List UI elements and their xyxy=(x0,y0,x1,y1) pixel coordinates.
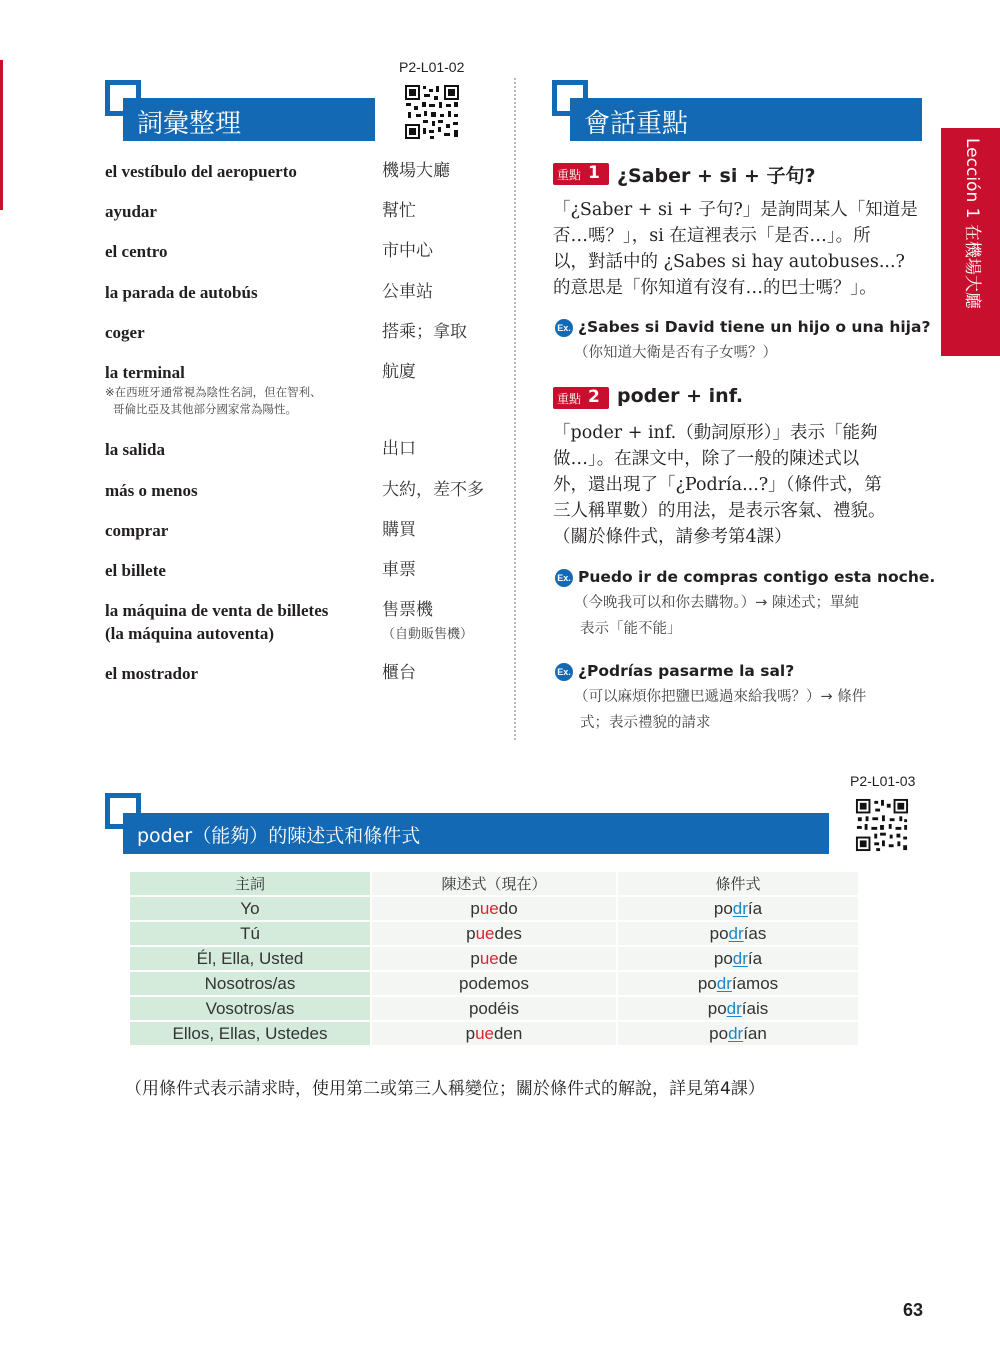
vocab-spanish: el mostrador xyxy=(105,664,199,683)
example-translation: （你知道大衛是否有子女嗎？） xyxy=(574,345,777,361)
table-header-row xyxy=(130,872,858,895)
example-translation: （可以麻煩你把鹽巴遞過來給我嗎？）→ 條件 xyxy=(574,689,867,705)
vocabulary-title: 詞彙整理 xyxy=(137,109,242,139)
text-line: 以，對話中的 ¿Sabes si hay autobuses...? xyxy=(553,252,905,272)
table-row xyxy=(130,897,858,920)
badge-number: 2 xyxy=(588,387,600,407)
text-line: 否…嗎？」，si 在這裡表示「是否…」。所 xyxy=(553,226,871,246)
point-badge xyxy=(553,387,609,409)
conditional-cell: podría xyxy=(618,897,858,920)
vocab-spanish: el centro xyxy=(105,242,168,261)
table-row xyxy=(130,922,858,945)
vocab-note: 哥倫比亞及其他部分國家常為陽性。 xyxy=(113,402,297,416)
vocab-spanish: el billete xyxy=(105,561,166,580)
vocab-spanish: la máquina de venta de billetes xyxy=(105,601,329,620)
example-translation: 式；表示禮貌的請求 xyxy=(580,715,711,731)
vocab-chinese: 搭乘；拿取 xyxy=(382,322,467,342)
vocab-spanish: ayudar xyxy=(105,202,157,221)
vocab-spanish-alt: (la máquina autoventa) xyxy=(105,624,275,643)
vocabulary-header xyxy=(105,80,375,142)
vocab-chinese: 航廈 xyxy=(382,362,416,382)
vocab-spanish: coger xyxy=(105,323,145,342)
vocab-chinese: 出口 xyxy=(382,439,416,459)
text-line: 三人稱單數）的用法，是表示客氣、禮貌。 xyxy=(553,501,886,521)
page-number: 63 xyxy=(903,1300,924,1320)
column-header: 主詞 xyxy=(130,872,370,895)
conjugation-header xyxy=(105,793,829,855)
vocab-chinese: 車票 xyxy=(382,560,416,580)
table-row xyxy=(130,997,858,1020)
conditional-cell: podría xyxy=(618,947,858,970)
subject-cell: Nosotros/as xyxy=(130,972,370,995)
text-line: 「¿Saber + si + 子句?」是詢問某人「知道是 xyxy=(553,200,918,220)
vocab-chinese: 售票機 xyxy=(382,600,433,620)
badge-label: 重點 xyxy=(557,392,582,406)
indicative-cell: pueden xyxy=(372,1022,616,1045)
dialogue-header xyxy=(552,80,922,142)
example-translation: （今晚我可以和你去購物。）→ 陳述式；單純 xyxy=(574,595,860,611)
text-line: 做…」。在課文中，除了一般的陳述式以 xyxy=(553,449,860,469)
point-explanation xyxy=(553,420,923,550)
example-spanish: ¿Sabes si David tiene un hijo o una hija? xyxy=(578,318,931,336)
indicative-cell: puede xyxy=(372,947,616,970)
column-header: 陳述式（現在） xyxy=(372,872,616,895)
conditional-cell: podrías xyxy=(618,922,858,945)
point-explanation xyxy=(553,197,923,301)
dialogue-title: 會話重點 xyxy=(584,109,689,139)
conditional-cell: podríamos xyxy=(618,972,858,995)
example-spanish: ¿Podrías pasarme la sal? xyxy=(578,662,795,680)
subject-cell: Vosotros/as xyxy=(130,997,370,1020)
indicative-cell: podéis xyxy=(372,997,616,1020)
vocabulary-audio-code: P2-L01-02 xyxy=(399,59,465,75)
vocab-chinese: 公車站 xyxy=(382,282,433,302)
vocab-chinese: 市中心 xyxy=(382,241,433,261)
badge-number: 1 xyxy=(588,163,600,183)
vocab-chinese: 幫忙 xyxy=(382,201,416,221)
text-line: （關於條件式，請參考第4課） xyxy=(553,527,792,547)
text-line: 「poder + inf.（動詞原形）」表示「能夠 xyxy=(553,423,878,443)
qr-code-icon[interactable] xyxy=(855,798,909,852)
conjugation-table xyxy=(128,870,860,1047)
subject-cell: Yo xyxy=(130,897,370,920)
vocab-spanish: la salida xyxy=(105,440,165,459)
subject-cell: Ellos, Ellas, Ustedes xyxy=(130,1022,370,1045)
badge-label: 重點 xyxy=(557,168,582,182)
vocab-chinese: 機場大廳 xyxy=(382,161,450,181)
page-edge-mark xyxy=(0,60,3,210)
conditional-cell: podrían xyxy=(618,1022,858,1045)
subject-cell: Él, Ella, Usted xyxy=(130,947,370,970)
subject-cell: Tú xyxy=(130,922,370,945)
vocab-spanish: la terminal xyxy=(105,363,185,382)
example-translation: 表示「能不能」 xyxy=(580,621,682,637)
example-icon: Ex. xyxy=(555,663,573,681)
vocab-chinese: 大約，差不多 xyxy=(382,480,484,500)
vocab-chinese: 櫃台 xyxy=(382,663,416,683)
table-row xyxy=(130,947,858,970)
column-divider xyxy=(514,78,516,740)
text-line: 外，還出現了「¿Podría...?」（條件式，第 xyxy=(553,475,882,495)
table-row xyxy=(130,1022,858,1045)
vocab-chinese: 購買 xyxy=(382,520,416,540)
lesson-side-tab xyxy=(941,128,1000,356)
vocab-note: ※在西班牙通常視為陰性名詞，但在智利、 xyxy=(105,385,322,399)
example-icon: Ex. xyxy=(555,569,573,587)
vocab-chinese-alt: （自動販售機） xyxy=(382,627,474,642)
conjugation-footnote: （用條件式表示請求時，使用第二或第三人稱變位；關於條件式的解說，詳見第4課） xyxy=(125,1079,765,1099)
vocab-spanish: más o menos xyxy=(105,481,198,500)
column-header: 條件式 xyxy=(618,872,858,895)
indicative-cell: podemos xyxy=(372,972,616,995)
point-title: ¿Saber + si + 子句? xyxy=(617,165,816,187)
vocab-spanish: el vestíbulo del aeropuerto xyxy=(105,162,297,181)
vocab-spanish: comprar xyxy=(105,521,169,540)
text-line: 的意思是「你知道有沒有…的巴士嗎？」。 xyxy=(553,278,877,298)
indicative-cell: puedes xyxy=(372,922,616,945)
example-icon: Ex. xyxy=(555,319,573,337)
conditional-cell: podríais xyxy=(618,997,858,1020)
conjugation-audio-code: P2-L01-03 xyxy=(850,773,916,789)
indicative-cell: puedo xyxy=(372,897,616,920)
point-title: poder + inf. xyxy=(617,385,744,407)
lesson-side-tab-label: Lección 1 在機場大廳 xyxy=(962,138,982,309)
point-badge xyxy=(553,163,609,185)
vocab-spanish: la parada de autobús xyxy=(105,283,258,302)
conjugation-title: poder（能夠）的陳述式和條件式 xyxy=(137,825,421,847)
qr-code-icon[interactable] xyxy=(404,84,460,140)
table-row xyxy=(130,972,858,995)
example-spanish: Puedo ir de compras contigo esta noche. xyxy=(578,568,936,586)
